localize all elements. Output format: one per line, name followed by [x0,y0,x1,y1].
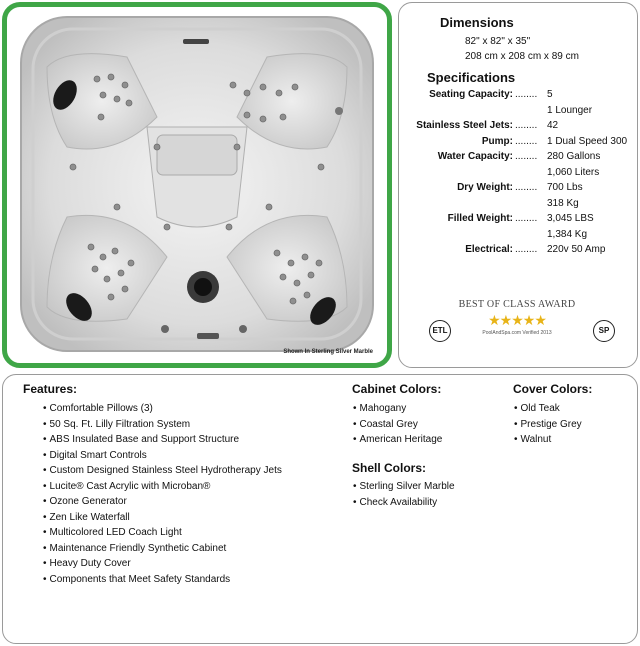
spec-row [399,136,639,149]
award-verified-text: PoolAndSpa.com Verified 2013 [482,330,552,336]
spec-row [399,105,639,118]
list-item: • 50 Sq. Ft. Lilly Filtration System [43,417,282,433]
spec-value: 280 Gallons [547,151,601,162]
etl-certification-icon: ETL [429,320,451,342]
spec-value: 1,060 Liters [547,166,600,178]
list-item: • Prestige Grey [514,417,582,433]
list-item: • Heavy Duty Cover [43,556,282,572]
list-item: • Components that Meet Safety Standards [43,572,282,588]
spec-label: Water Capacity: [437,151,513,162]
photo-caption: Shown In Sterling Silver Marble [283,349,373,355]
shell-colors-list [353,479,455,510]
cabinet-colors-list [353,401,442,448]
dimensions-metric: 208 cm x 208 cm x 89 cm [465,51,579,62]
spec-row [399,229,639,242]
spec-row [399,120,639,133]
hot-tub-top-view-image [7,7,387,363]
spec-value: 1 Lounger [547,104,593,116]
spec-value: 1 Dual Speed 300 [547,135,628,147]
spec-label: Stainless Steel Jets: [416,120,513,131]
spec-row [399,244,639,257]
spec-row [399,198,639,211]
list-item: • Maintenance Friendly Synthetic Cabinet [43,541,282,557]
spec-label: Filled Weight: [447,213,513,224]
spec-label: Pump: [481,135,513,147]
spec-value: 5 [547,89,553,100]
spec-leader-dots: ........ [515,244,538,255]
spec-value: 318 Kg [547,197,579,209]
shell-colors-heading: Shell Colors: [352,461,427,475]
spec-leader-dots: ........ [515,120,538,131]
list-item: • Mahogany [353,401,442,417]
list-item: • Lucite® Cast Acrylic with Microban® [43,479,282,495]
spec-value: 1,384 Kg [547,228,588,240]
spec-row [399,151,639,164]
list-item: • Digital Smart Controls [43,448,282,464]
spec-leader-dots: ........ [515,89,538,100]
specifications-panel [398,2,638,368]
dimensions-heading: Dimensions [440,15,514,30]
cover-colors-heading: Cover Colors: [513,382,593,396]
features-heading: Features: [23,382,78,396]
csp-certification-icon: SP [593,320,615,342]
list-item: • Ozone Generator [43,494,282,510]
spec-row [399,182,639,195]
list-item: • Multicolored LED Coach Light [43,525,282,541]
list-item: • Check Availability [353,495,455,511]
award-title: BEST OF CLASS AWARD [458,299,576,310]
spec-leader-dots: ........ [515,135,538,147]
features-panel [2,374,638,644]
spec-label: Seating Capacity: [429,89,513,100]
spec-leader-dots: ........ [515,151,538,162]
spec-row [399,89,639,102]
list-item: • Zen Like Waterfall [43,510,282,526]
hot-tub-photo-frame [2,2,392,368]
list-item: • Comfortable Pillows (3) [43,401,282,417]
spec-label: Dry Weight: [457,182,513,193]
spec-leader-dots: ........ [515,182,538,193]
spec-label: Electrical: [465,244,513,255]
list-item: • ABS Insulated Base and Support Structure [43,432,282,448]
spec-leader-dots: ........ [515,213,538,224]
list-item: • American Heritage [353,432,442,448]
spec-value: 42 [547,120,559,131]
spec-value: 700 Lbs [547,182,583,193]
list-item: • Old Teak [514,401,582,417]
cover-colors-list [514,401,582,448]
specifications-heading: Specifications [427,70,516,85]
spec-row [399,213,639,226]
dimensions-imperial: 82" x 82" x 35" [465,36,531,47]
list-item: • Custom Designed Stainless Steel Hydrotherapy Jets [43,463,282,479]
spec-row [399,167,639,180]
spec-value: 220v 50 Amp [547,244,606,255]
list-item: • Walnut [514,432,582,448]
cabinet-colors-heading: Cabinet Colors: [352,382,442,396]
award-stars-icon: ★★★★★ [488,312,546,328]
list-item: • Coastal Grey [353,417,442,433]
best-of-class-award [437,299,597,336]
spec-value: 3,045 LBS [547,213,594,224]
list-item: • Sterling Silver Marble [353,479,455,495]
features-list [43,401,282,587]
